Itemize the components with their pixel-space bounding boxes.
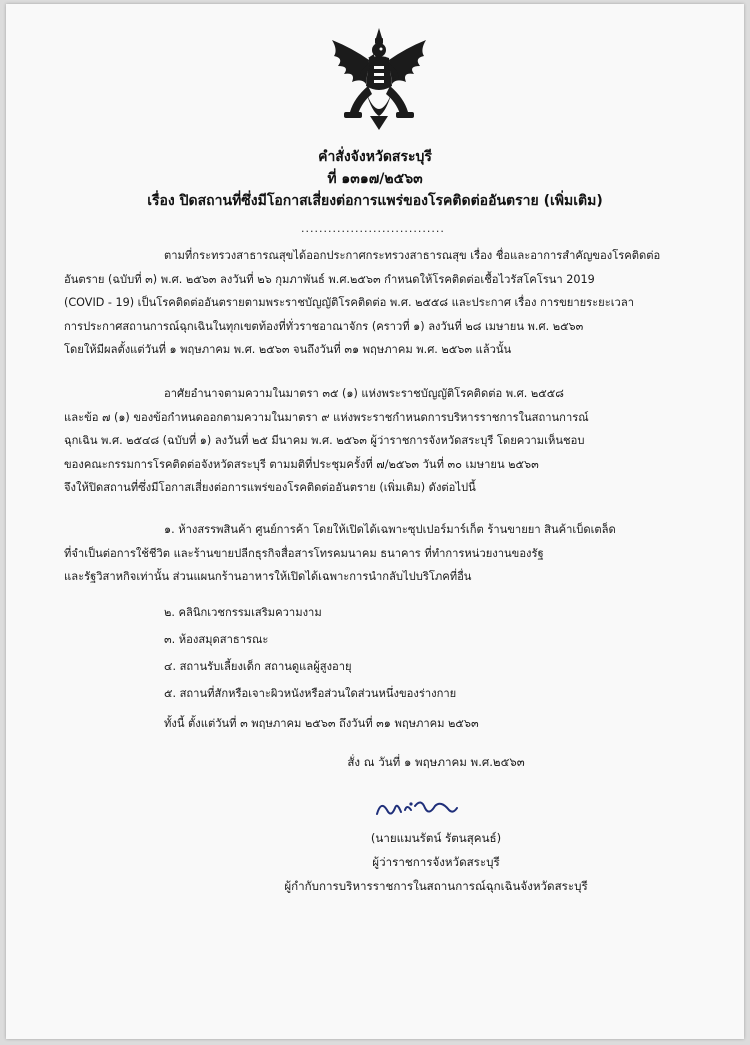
list-item-2: ๒. คลินิกเวชกรรมเสริมความงาม xyxy=(164,606,322,619)
list-item-4: ๔. สถานรับเลี้ยงเด็ก สถานดูแลผู้สูงอายุ xyxy=(164,660,352,673)
paragraph-line: ของคณะกรรมการโรคติดต่อจังหวัดสระบุรี ตามมติที่ประชุมครั้งที่ ๗/๒๕๖๓ วันที่ ๓๐ เมษายน ๒๕๖๓ xyxy=(64,457,539,471)
list-item-line: ที่จำเป็นต่อการใช้ชีวิต และร้านขายปลีกธุรกิจสื่อสารโทรคมนาคม ธนาคาร ที่ทำการหน่วยงานของรัฐ xyxy=(64,546,544,560)
paragraph-line: และข้อ ๗ (๑) ของข้อกำหนดออกตามความในมาตรา ๙ แห่งพระราชกำหนดการบริหารราชการในสถานการณ์ xyxy=(64,410,589,424)
garuda-emblem-icon xyxy=(324,26,434,132)
list-item-3: ๓. ห้องสมุดสาธารณะ xyxy=(164,633,269,646)
paragraph-line: ตามที่กระทรวงสาธารณสุขได้ออกประกาศกระทรวงสาธารณสุข เรื่อง ชื่อและอาการสำคัญของโรคติดต่อ xyxy=(164,249,661,262)
paragraph-line: โดยให้มีผลตั้งแต่วันที่ ๑ พฤษภาคม พ.ศ. ๒๕๖๓ จนถึงวันที่ ๓๑ พฤษภาคม พ.ศ. ๒๕๖๓ แล้วนั้น xyxy=(64,343,512,356)
list-item-line: ๑. ห้างสรรพสินค้า ศูนย์การค้า โดยให้เปิดได้เฉพาะซุปเปอร์มาร์เก็ต ร้านขายยา สินค้าเบ็ดเตล็ด xyxy=(164,523,616,536)
paragraph-line: จึงให้ปิดสถานที่ซึ่งมีโอกาสเสี่ยงต่อการแพร่ของโรคติดต่ออันตราย (เพิ่มเติม) ดังต่อไปนี้ xyxy=(64,481,476,494)
list-item-1 xyxy=(64,518,616,589)
order-title: คำสั่งจังหวัดสระบุรี xyxy=(318,149,432,165)
paragraph-line: (COVID - 19) เป็นโรคติดต่ออันตรายตามพระราชบัญญัติโรคติดต่อ พ.ศ. ๒๕๕๘ และประกาศ เรื่อง การขยายระยะเวลา xyxy=(64,296,634,309)
paragraph-1 xyxy=(64,244,660,362)
signer-position-emergency: ผู้กำกับการบริหารราชการในสถานการณ์ฉุกเฉินจังหวัดสระบุรี xyxy=(284,879,588,893)
paragraph-2 xyxy=(64,382,589,500)
effective-period: ทั้งนี้ ตั้งแต่วันที่ ๓ พฤษภาคม ๒๕๖๓ ถึงวันที่ ๓๑ พฤษภาคม ๒๕๖๓ xyxy=(164,717,479,730)
signature-icon xyxy=(371,794,461,824)
signer-name: (นายแมนรัตน์ รัตนสุคนธ์) xyxy=(370,831,502,845)
document-page xyxy=(6,4,744,1039)
ordered-date: สั่ง ณ วันที่ ๑ พฤษภาคม พ.ศ.๒๕๖๓ xyxy=(347,755,525,769)
signer-position: ผู้ว่าราชการจังหวัดสระบุรี xyxy=(372,855,500,869)
paragraph-line: อาศัยอำนาจตามความในมาตรา ๓๕ (๑) แห่งพระราชบัญญัติโรคติดต่อ พ.ศ. ๒๕๕๘ xyxy=(164,387,564,400)
paragraph-line: ฉุกเฉิน พ.ศ. ๒๕๔๘ (ฉบับที่ ๑) ลงวันที่ ๒๕ มีนาคม พ.ศ. ๒๕๖๓ ผู้ว่าราชการจังหวัดสระบุรี โดยความเห็นชอบ xyxy=(64,434,585,447)
title-separator: ................................ xyxy=(301,222,445,235)
order-number: ที่ ๑๓๑๗/๒๕๖๓ xyxy=(327,171,423,187)
paragraph-line: อันตราย (ฉบับที่ ๓) พ.ศ. ๒๕๖๓ ลงวันที่ ๒๖ กุมภาพันธ์ พ.ศ.๒๕๖๓ กำหนดให้โรคติดต่อเชื้อไวรัสโคโรนา 2019 xyxy=(64,272,595,286)
order-subject: เรื่อง ปิดสถานที่ซึ่งมีโอกาสเสี่ยงต่อการแพร่ของโรคติดต่ออันตราย (เพิ่มเติม) xyxy=(147,193,603,209)
list-item-line: และรัฐวิสาหกิจเท่านั้น ส่วนแผนกร้านอาหารให้เปิดได้เฉพาะการนำกลับไปบริโภคที่อื่น xyxy=(64,570,472,583)
list-item-5: ๕. สถานที่สักหรือเจาะผิวหนังหรือส่วนใดส่วนหนึ่งของร่างกาย xyxy=(164,687,457,700)
paragraph-line: การประกาศสถานการณ์ฉุกเฉินในทุกเขตท้องที่ทั่วราชอาณาจักร (คราวที่ ๑) ลงวันที่ ๒๘ เมษายน พ.ศ. ๒๕๖๓ xyxy=(64,319,584,333)
